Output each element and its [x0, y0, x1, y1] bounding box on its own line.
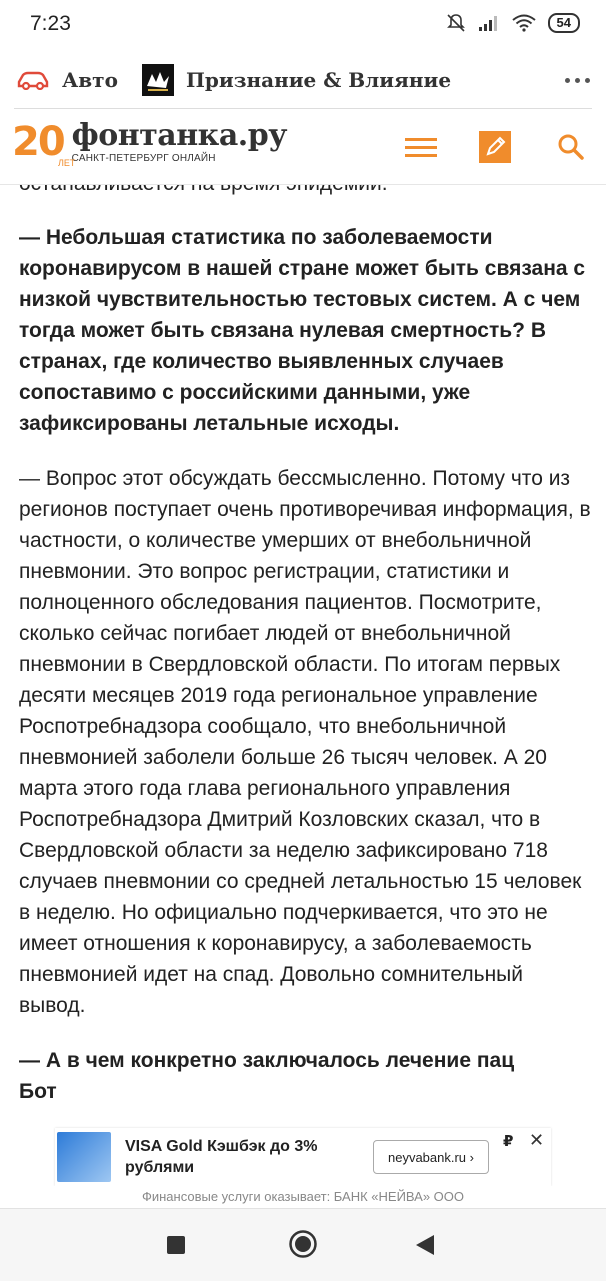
article-question: — Небольшая статистика по заболеваемости коронавирусом в нашей стране может быть связана с низкой чувствительностью тестовых систем. А с чем тогда может быть связана нулевая смертность? В странах, где количество выявленных случаев сопоставимо с российскими данными, уже зафиксированы летальные исходы.	[19, 226, 586, 435]
article-next-question-fragment: Бот	[19, 1080, 57, 1103]
brand-emblem-icon	[142, 64, 174, 96]
tab-auto[interactable]	[16, 52, 118, 108]
site-logo[interactable]	[12, 118, 287, 168]
more-menu-icon[interactable]	[565, 52, 590, 108]
ad-link-button[interactable]: neyvabank.ru ›	[373, 1140, 489, 1174]
car-icon	[16, 70, 50, 90]
site-header	[0, 110, 606, 185]
tab-recognition[interactable]	[142, 52, 451, 108]
article-answer: — Вопрос этот обсуждать бессмысленно. Потому что из регионов поступает очень противоречивая информация, в частности, о количестве умерших от внебольничной пневмонии. Это вопрос регистрации, статистики и полноценного обследования пациентов. Посмотрите, сколько сейчас погибает людей от внебольничной пневмонии в Свердловской области. По итогам первых десяти месяцев 2019 года региональное управление Роспотребнадзора сообщало, что внебольничной пневмонией заболели больше 26 тысяч человек. А 20 марта этого года глава регионального управления Роспотребнадзора Дмитрий Козловских сказал, что в Свердловской области за неделю зафиксировано 718 случаев пневмонии со средней летальностью 15 человек в неделю. Но официально подчеркивается, что это не имеет отношения к коронавирусу, а заболеваемость пневмонией идет на спад. Довольно сомнительный вывод.	[19, 467, 591, 1017]
ad-disclaimer: Финансовые услуги оказывает: БАНК «НЕЙВА» ООО	[0, 1186, 606, 1208]
tabs-row	[0, 52, 606, 108]
article-body	[19, 222, 591, 1131]
logo-subtitle: САНКТ-ПЕТЕРБУРГ ОНЛАЙН	[71, 153, 216, 164]
ad-ruble-icon: ₽	[503, 1133, 514, 1150]
status-time: 7:23	[30, 12, 71, 35]
search-icon[interactable]	[554, 130, 588, 164]
ad-title: VISA Gold Кэшбэк до 3% рублями	[125, 1138, 318, 1176]
edit-icon[interactable]	[478, 130, 512, 164]
divider	[14, 108, 592, 109]
mute-bell-icon	[446, 13, 466, 33]
logo-years: ЛЕТ	[58, 158, 76, 168]
logo-anniversary-number: 20	[12, 119, 64, 165]
system-nav-bar	[0, 1208, 606, 1281]
status-bar	[0, 0, 606, 50]
home-icon[interactable]	[288, 1229, 318, 1264]
ad-card-image	[57, 1132, 111, 1182]
ad-banner[interactable]	[55, 1128, 551, 1186]
back-icon[interactable]	[414, 1233, 436, 1262]
status-icons	[446, 13, 580, 33]
article-next-question: — А в чем конкретно заключалось лечение пац	[19, 1049, 515, 1072]
recent-apps-icon[interactable]	[166, 1235, 186, 1260]
tab-auto-label: Авто	[62, 68, 118, 92]
logo-name: фонтанка.ру	[71, 118, 287, 153]
tab-recognition-label: Признание & Влияние	[186, 68, 452, 92]
wifi-icon	[512, 14, 536, 32]
hamburger-menu-icon[interactable]	[404, 130, 438, 164]
signal-icon	[478, 14, 500, 32]
battery-indicator: 54	[548, 13, 580, 33]
ad-close-icon[interactable]: ✕	[529, 1130, 545, 1150]
